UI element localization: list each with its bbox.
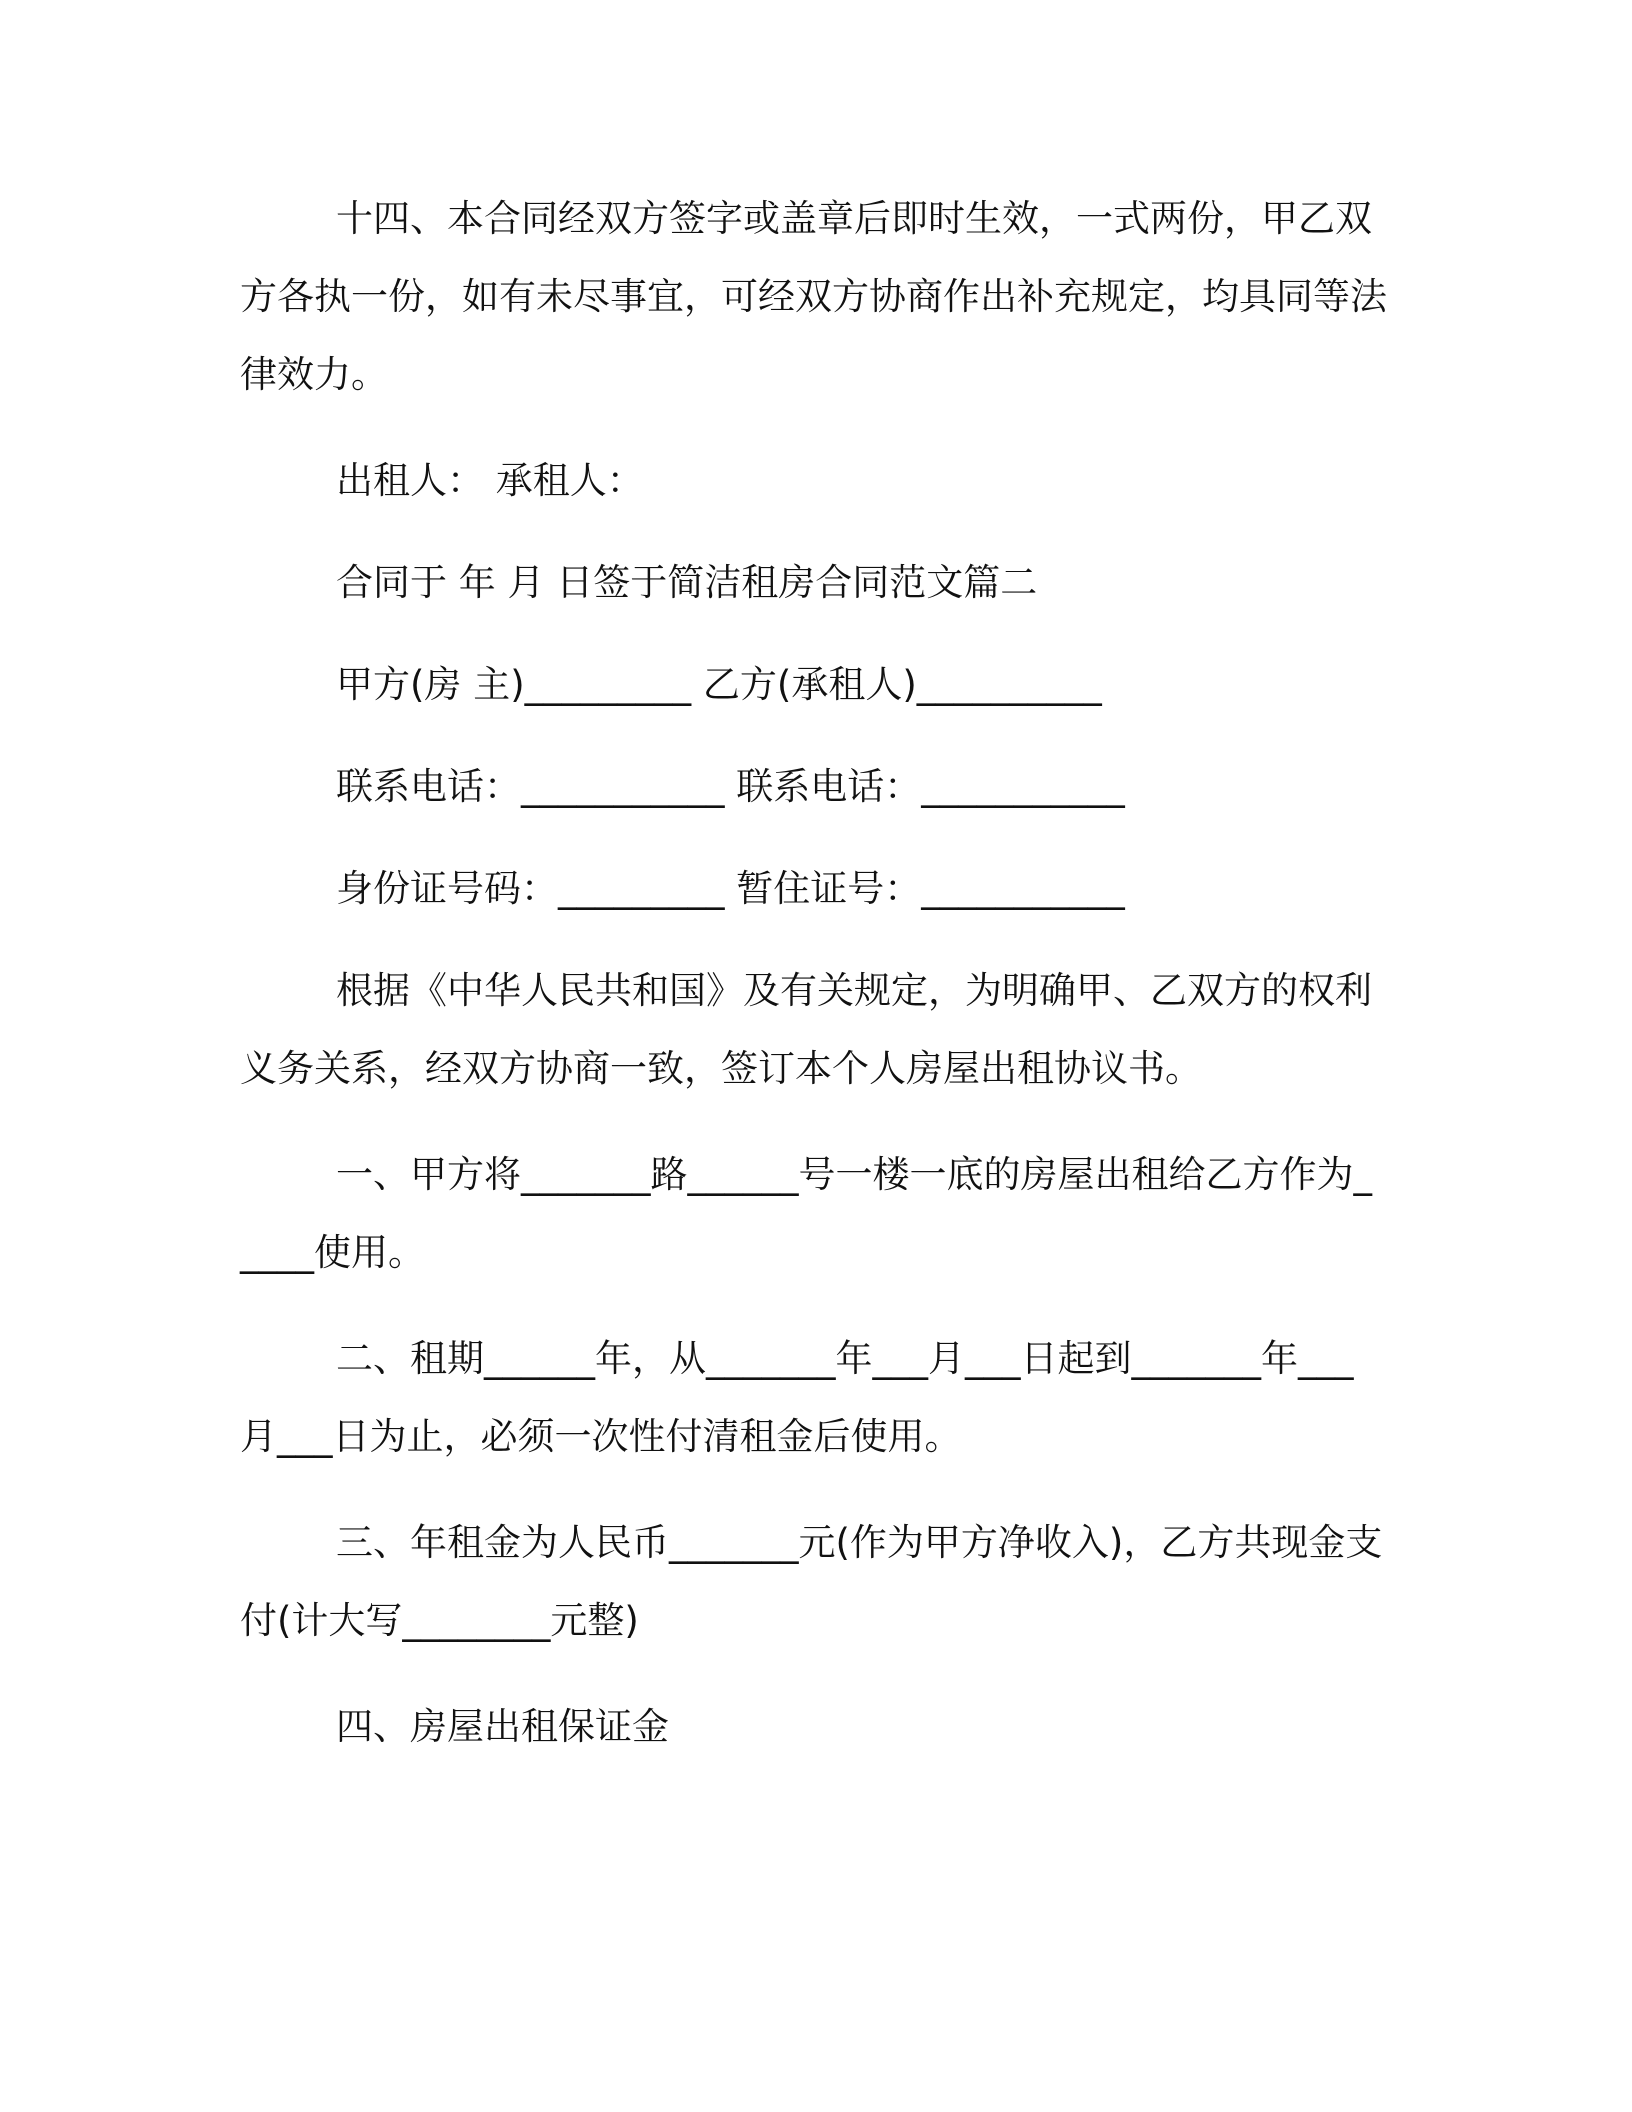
signed-date-title: 合同于 年 月 日签于简洁租房合同范文篇二: [336, 561, 1038, 604]
clause-14: 十四、本合同经双方签字或盖章后即时生效，一式两份，甲乙双方各执一份，如有未尽事宜，可经双方协商作出补充规定，均具同等法律效力。: [240, 197, 1387, 396]
document-page: [240, 180, 1390, 1766]
clause-4: 四、房屋出租保证金: [336, 1705, 669, 1748]
clause-3: 三、年租金为人民币_______元(作为甲方净收入)，乙方共现金支付(计大写________元整): [240, 1521, 1383, 1642]
clause-2: 二、租期______年，从_______年___月___日起到_______年___月___日为止，必须一次性付清租金后使用。: [240, 1337, 1354, 1458]
clause-1: 一、甲方将_______路______号一楼一底的房屋出租给乙方作为_____使用。: [240, 1153, 1372, 1274]
phone-line: 联系电话：___________ 联系电话：___________: [336, 765, 1125, 808]
party-names-line: 甲方(房 主)_________ 乙方(承租人)__________: [336, 663, 1102, 706]
signature-line: 出租人： 承租人：: [336, 459, 644, 502]
intro-paragraph: 根据《中华人民共和国》及有关规定，为明确甲、乙双方的权利义务关系，经双方协商一致，签订本个人房屋出租协议书。: [240, 969, 1372, 1090]
id-line: 身份证号码：_________ 暂住证号：___________: [336, 867, 1125, 910]
